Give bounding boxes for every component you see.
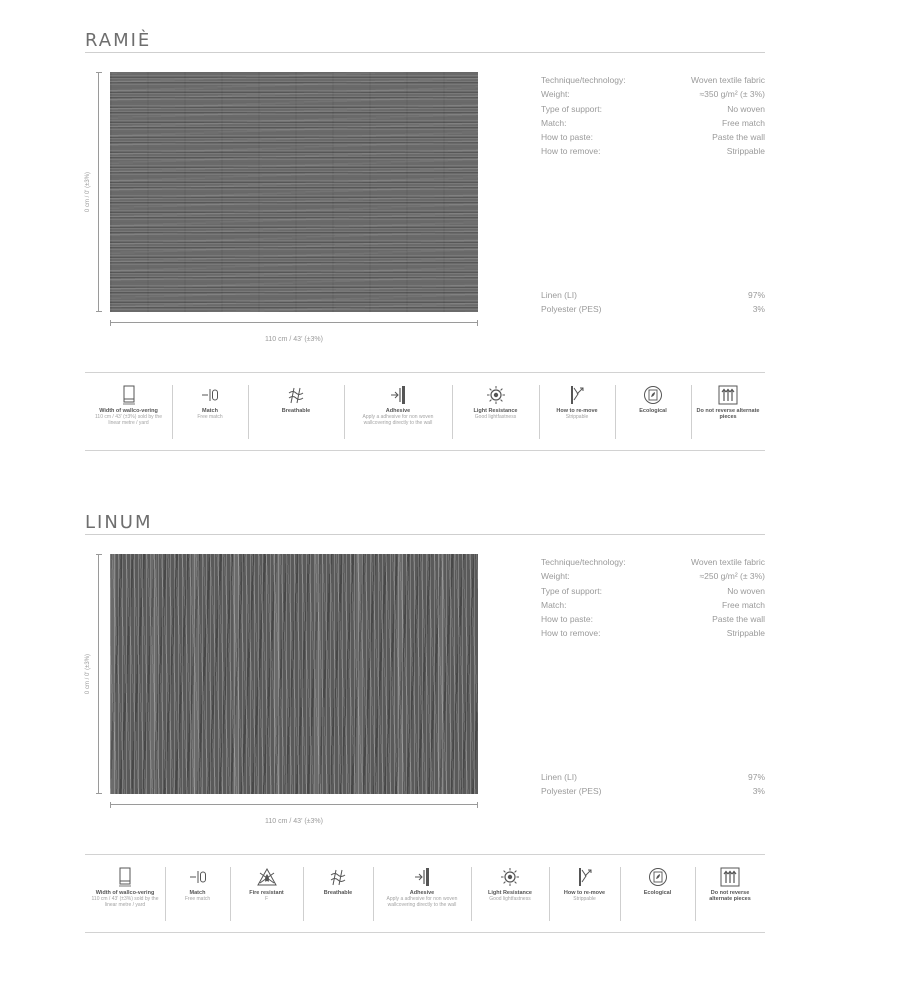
composition-value: 3% — [752, 304, 765, 315]
feature-breathable — [248, 373, 344, 450]
composition-table — [541, 288, 765, 317]
feature-label: Match — [189, 890, 206, 896]
width-dimension-line — [110, 802, 478, 808]
spec-row — [541, 144, 765, 158]
composition-row — [541, 288, 765, 302]
feature-label: Breathable — [323, 890, 353, 896]
feature-label: Adhesive — [409, 890, 435, 896]
spec-label: How to remove: — [541, 628, 601, 639]
feature-adhesive — [344, 373, 452, 450]
spec-value: Woven textile fabric — [690, 557, 765, 567]
spec-label: Type of support: — [541, 103, 602, 114]
feature-fire — [230, 855, 303, 932]
feature-label: Adhesive — [385, 408, 411, 414]
feature-sub: Free match — [184, 896, 211, 903]
feature-light — [452, 373, 539, 450]
spec-label: Weight: — [541, 89, 570, 100]
spec-row — [541, 598, 765, 612]
feature-adhesive — [373, 855, 471, 932]
spec-label: Technique/technology: — [541, 557, 626, 567]
arrows-up-icon — [720, 867, 740, 887]
feature-sub: Free match — [197, 414, 223, 421]
feature-label: Do not reverse alternate pieces — [696, 408, 760, 421]
remove-icon — [575, 867, 595, 887]
feature-sub: F — [264, 896, 269, 903]
feature-icons-bar — [85, 854, 765, 933]
product-title: LINUM — [85, 512, 153, 533]
composition-label: Linen (LI) — [541, 290, 577, 300]
feature-label: Ecological — [643, 890, 672, 896]
roll-width-icon — [115, 867, 135, 887]
feature-sub: Good lightfastness — [489, 896, 531, 903]
fabric-swatch-image — [110, 554, 478, 794]
roll-width-icon — [119, 385, 139, 405]
spec-row — [541, 555, 765, 569]
spec-label: Match: — [541, 599, 567, 610]
spec-row — [541, 130, 765, 144]
spec-table — [541, 73, 765, 159]
match-icon — [188, 867, 208, 887]
ecological-icon — [643, 385, 663, 405]
spec-row — [541, 116, 765, 130]
spec-row — [541, 584, 765, 598]
feature-label: Fire resistant — [249, 890, 284, 896]
composition-row — [541, 770, 765, 784]
composition-value: 3% — [752, 786, 765, 797]
spec-label: How to paste: — [541, 132, 593, 143]
feature-no-reverse — [695, 855, 765, 932]
spec-value: ≈250 g/m² (± 3%) — [699, 571, 765, 582]
spec-row — [541, 612, 765, 626]
feature-label: Breathable — [281, 408, 311, 414]
feature-label: Match — [202, 408, 218, 414]
spec-value: Strippable — [726, 628, 765, 639]
composition-value: 97% — [747, 772, 765, 782]
spec-value: Paste the wall — [712, 132, 765, 143]
title-divider — [85, 534, 765, 535]
title-divider — [85, 52, 765, 53]
composition-label: Polyester (PES) — [541, 786, 602, 797]
feature-sub: Apply a adhesive for non woven wallcovering directly to the wall — [362, 414, 434, 427]
spec-value: ≈350 g/m² (± 3%) — [699, 89, 765, 100]
feature-no-reverse — [691, 373, 765, 450]
composition-value: 97% — [747, 290, 765, 300]
composition-label: Polyester (PES) — [541, 304, 602, 315]
spec-value: Free match — [722, 117, 765, 128]
height-dimension-line — [96, 554, 102, 794]
spec-value: Free match — [722, 599, 765, 610]
feature-remove — [549, 855, 620, 932]
fire-icon — [257, 867, 277, 887]
feature-label: Width of wallco-vering — [95, 890, 155, 896]
feature-sub: Apply a adhesive for non woven wallcovering directly to the wall — [386, 896, 458, 909]
width-dimension-line — [110, 320, 478, 326]
feature-width — [85, 855, 165, 932]
breathable-icon — [286, 385, 306, 405]
adhesive-icon — [388, 385, 408, 405]
fabric-swatch-image — [110, 72, 478, 312]
feature-label: Ecological — [639, 408, 667, 414]
spec-row — [541, 626, 765, 640]
arrows-up-icon — [718, 385, 738, 405]
feature-label: How to re-move — [563, 890, 606, 896]
adhesive-icon — [412, 867, 432, 887]
feature-sub: 110 cm / 43' (±3%) sold by the linear metre / yard — [91, 896, 159, 909]
breathable-icon — [328, 867, 348, 887]
width-label: 110 cm / 43' (±3%) — [265, 336, 323, 343]
feature-icons-bar — [85, 372, 765, 451]
feature-label: Light Resistance — [473, 408, 518, 414]
sun-icon — [486, 385, 506, 405]
feature-match — [172, 373, 248, 450]
spec-value: No woven — [727, 585, 765, 596]
feature-label: How to re-move — [556, 408, 598, 414]
feature-label: Light Resistance — [487, 890, 532, 896]
feature-sub: Good lightfastness — [474, 414, 517, 421]
height-label: 0 cm / 0' (±3%) — [85, 171, 91, 213]
spec-row — [541, 569, 765, 583]
spec-table — [541, 555, 765, 641]
spec-label: How to remove: — [541, 146, 601, 157]
feature-sub: Strippable — [573, 896, 596, 903]
feature-light — [471, 855, 549, 932]
composition-row — [541, 784, 765, 798]
width-label: 110 cm / 43' (±3%) — [265, 818, 323, 825]
spec-value: Woven textile fabric — [690, 75, 765, 85]
feature-width — [85, 373, 172, 450]
match-icon — [200, 385, 220, 405]
spec-label: How to paste: — [541, 614, 593, 625]
spec-label: Weight: — [541, 571, 570, 582]
spec-row — [541, 102, 765, 116]
composition-label: Linen (LI) — [541, 772, 577, 782]
spec-row — [541, 73, 765, 87]
remove-icon — [567, 385, 587, 405]
composition-table — [541, 770, 765, 799]
spec-label: Match: — [541, 117, 567, 128]
composition-row — [541, 302, 765, 316]
feature-remove — [539, 373, 615, 450]
spec-value: Strippable — [726, 146, 765, 157]
product-title: RAMIÈ — [85, 30, 152, 51]
feature-ecological — [620, 855, 695, 932]
feature-sub: 110 cm / 43' (±3%) sold by the linear metre / yard — [95, 414, 162, 427]
height-dimension-line — [96, 72, 102, 312]
spec-label: Technique/technology: — [541, 75, 626, 85]
ecological-icon — [648, 867, 668, 887]
spec-value: No woven — [727, 103, 765, 114]
spec-label: Type of support: — [541, 585, 602, 596]
feature-match — [165, 855, 230, 932]
feature-label: Width of wallco-vering — [99, 408, 158, 414]
height-label: 0 cm / 0' (±3%) — [85, 653, 91, 695]
feature-breathable — [303, 855, 373, 932]
spec-value: Paste the wall — [712, 614, 765, 625]
feature-sub: Strippable — [565, 414, 589, 421]
feature-label: Do not reverse alternate pieces — [709, 890, 751, 903]
spec-row — [541, 87, 765, 101]
feature-ecological — [615, 373, 691, 450]
sun-icon — [500, 867, 520, 887]
